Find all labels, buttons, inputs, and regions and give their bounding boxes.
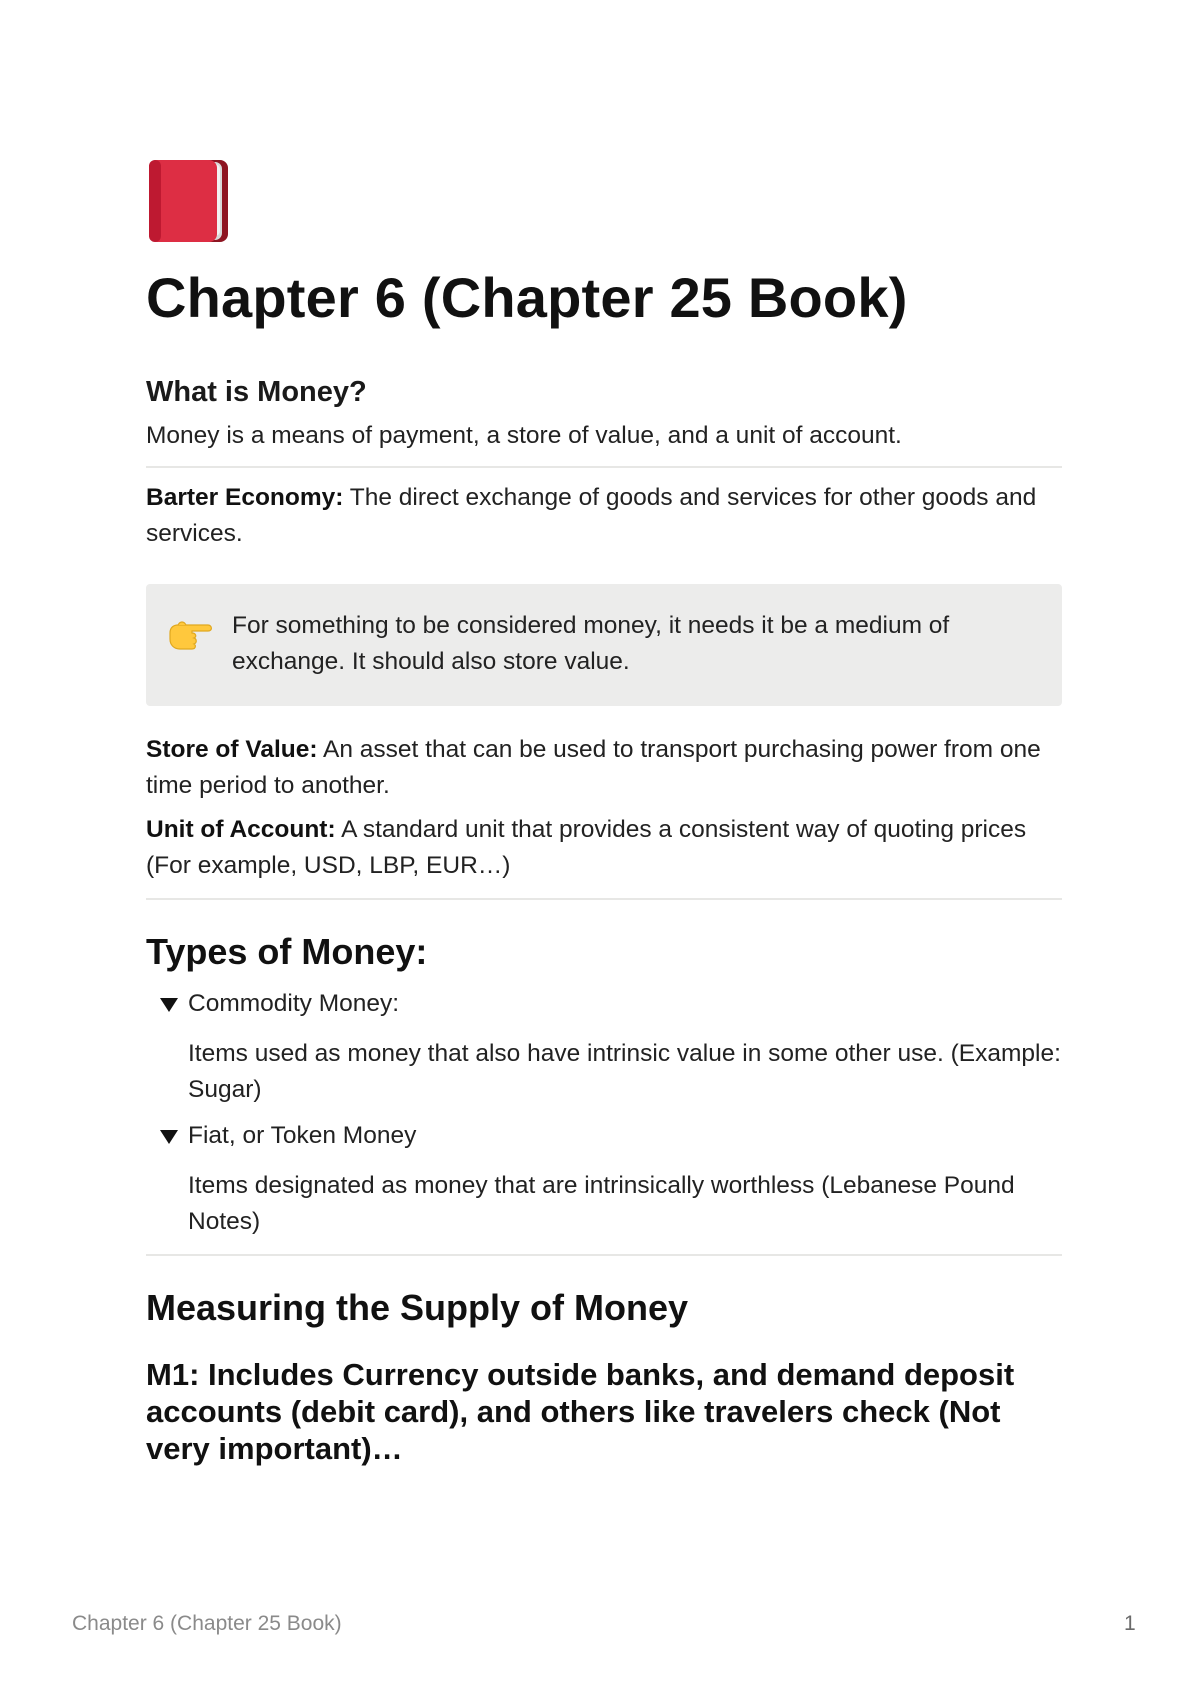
store-term: Store of Value: xyxy=(146,736,318,763)
toggle-label: Commodity Money: xyxy=(188,990,400,1017)
divider xyxy=(146,898,1062,900)
page-title: Chapter 6 (Chapter 25 Book) xyxy=(146,266,908,329)
toggle-content: Items designated as money that are intrinsically worthless (Lebanese Pound Notes) xyxy=(188,1172,1015,1235)
footer-title: Chapter 6 (Chapter 25 Book) xyxy=(72,1612,342,1635)
pointing-hand-icon xyxy=(168,617,214,657)
unit-term: Unit of Account: xyxy=(146,816,336,843)
unit-text: A standard unit that provides a consistent way of quoting prices (For example, USD, LBP, EUR…) xyxy=(146,816,1027,879)
barter-term: Barter Economy: xyxy=(146,484,344,511)
store-of-value-paragraph xyxy=(146,732,1062,804)
toggle-triangle-icon[interactable] xyxy=(160,998,178,1012)
measuring-supply-heading: Measuring the Supply of Money xyxy=(146,1287,689,1328)
toggle-content: Items used as money that also have intrinsic value in some other use. (Example: Sugar) xyxy=(188,1040,1061,1103)
document-page xyxy=(146,158,1062,1467)
m1-heading: M1: Includes Currency outside banks, and demand deposit accounts (debit card), and others like travelers check (Not very important)… xyxy=(146,1357,1015,1466)
unit-of-account-paragraph xyxy=(146,812,1062,884)
toggle-commodity-money[interactable] xyxy=(146,986,1062,1108)
barter-text: The direct exchange of goods and services for other goods and services. xyxy=(146,484,1037,547)
money-definition: Money is a means of payment, a store of value, and a unit of account. xyxy=(146,422,902,449)
store-text: An asset that can be used to transport purchasing power from one time period to another. xyxy=(146,736,1041,799)
divider xyxy=(146,466,1062,468)
toggle-triangle-icon[interactable] xyxy=(160,1130,178,1144)
callout-box xyxy=(146,584,1062,706)
types-of-money-heading: Types of Money: xyxy=(146,931,428,972)
what-is-money-heading: What is Money? xyxy=(146,376,367,408)
barter-economy-paragraph xyxy=(146,480,1062,552)
divider xyxy=(146,1254,1062,1256)
page-number: 1 xyxy=(1124,1612,1136,1635)
toggle-fiat-money[interactable] xyxy=(146,1118,1062,1240)
toggle-label: Fiat, or Token Money xyxy=(188,1122,417,1149)
callout-text: For something to be considered money, it needs it be a medium of exchange. It should also store value. xyxy=(232,612,950,675)
red-book-icon xyxy=(146,158,232,244)
